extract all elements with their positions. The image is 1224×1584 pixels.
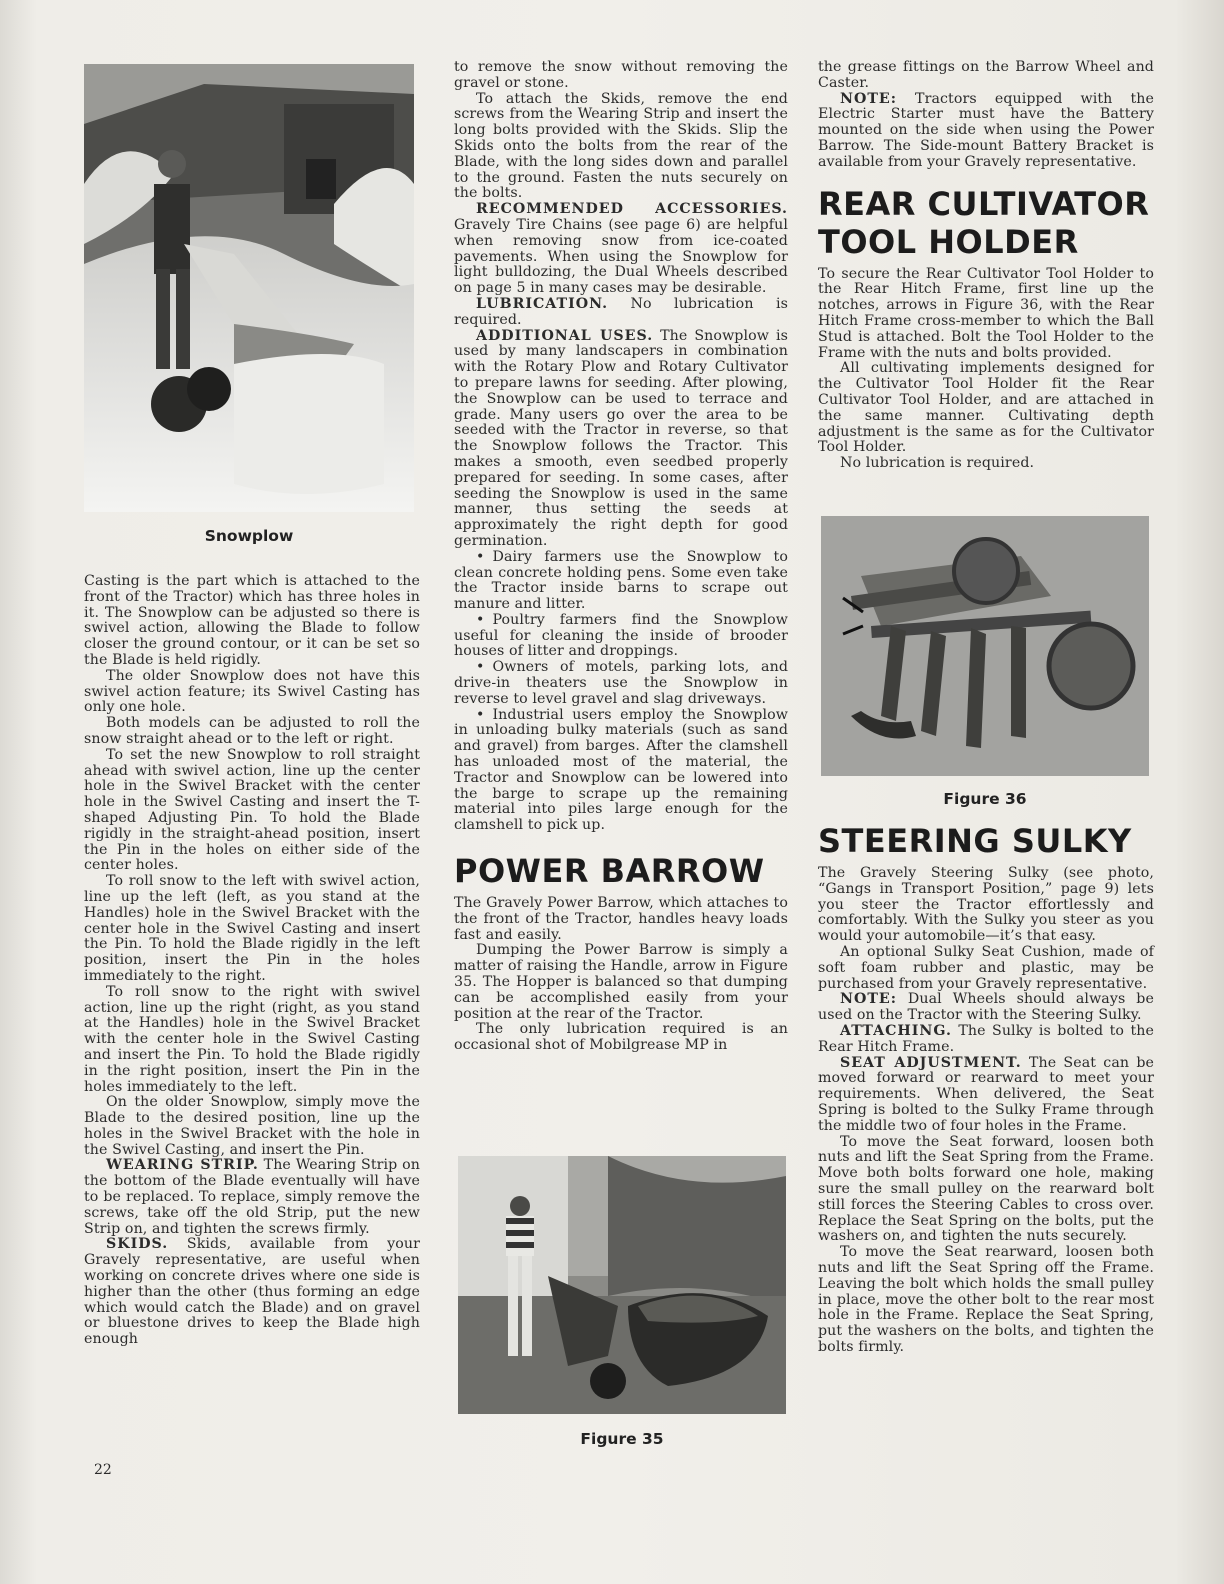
cultivator-image xyxy=(821,516,1149,776)
run-in-heading: ADDITIONAL USES. xyxy=(476,327,654,344)
bullet-item: • Dairy farmers use the Snowplow to clean concrete holding pens. Some even take the Tractor inside barns to scrape out manure and litter. xyxy=(454,550,788,613)
paragraph: To roll snow to the left with swivel action, line up the left (left, as you stand at the Handles) hole in the Swivel Bracket with the center hole in the Swivel Casting and insert the Pin. To hold the Blade rigidly in the left position, insert the Pin in the holes immediately to the right. xyxy=(84,873,420,984)
paragraph: Both models can be adjusted to roll the snow straight ahead or to the left or right. xyxy=(84,715,420,747)
paragraph: to remove the snow without removing the gravel or stone. xyxy=(454,59,788,91)
snowplow-image xyxy=(84,64,414,512)
paragraph: To move the Seat forward, loosen both nuts and lift the Seat Spring from the Frame. Move both bolts forward one hole, making sure the small pulley on the rearward bolt still forces the Steering Cables to cross over. Replace the Seat Spring on the bolts, put the washers on, and tighten the nuts securely. xyxy=(818,1133,1154,1245)
figure-35-caption: Figure 35 xyxy=(580,1430,664,1448)
power-barrow-image xyxy=(458,1156,786,1414)
paragraph: To move the Seat rearward, loosen both nuts and lift the Seat Spring off the Frame. Leaving the bolt which holds the small pulley in place, move the other bolt to the rear most hole in the Frame. Replace the Seat Spring, put the washers on the bolts, and tighten the bolts firmly. xyxy=(818,1244,1154,1355)
wearing-strip-paragraph xyxy=(84,1158,420,1237)
paragraph: The older Snowplow does not have this swivel action feature; its Swivel Casting has only one hole. xyxy=(84,667,420,716)
column-1-text xyxy=(84,574,420,1348)
paragraph-text: No lubrication is required. xyxy=(454,295,788,328)
paragraph: Dumping the Power Barrow is simply a matter of raising the Handle, arrow in Figure 35. The Hopper is balanced so that dumping can be accomplished easily from your position at the rear of the Tractor. xyxy=(454,942,788,1022)
figure-36-caption: Figure 36 xyxy=(943,790,1027,808)
bullet-item: • Industrial users employ the Snowplow in unloading bulky materials (such as sand and gravel) from barges. After the clamshell has unloaded most of the material, the Tractor and Snowplow can be lowered into the barge to scrape up the remaining material into piles large enough for the clamshell to pick up. xyxy=(454,708,788,834)
paragraph-text: The Wearing Strip on the bottom of the Blade eventually will have to be replaced. To replace, simply remove the screws, take off the old Strip, put the new Strip on, and tighten the screws firmly. xyxy=(84,1157,420,1237)
paragraph: To roll snow to the right with swivel action, line up the right (right, as you stand at the Handles) hole in the Swivel Bracket with the center hole in the Swivel Casting and insert the Pin. To hold the Blade rigidly in the right position, insert the Pin in the holes immediately to the left. xyxy=(84,983,420,1095)
run-in-heading: RECOMMENDED ACCESSORIES. xyxy=(476,201,788,218)
paragraph: The only lubrication required is an occasional shot of Mobilgrease MP in xyxy=(454,1021,788,1054)
note-paragraph xyxy=(818,992,1154,1024)
note-paragraph xyxy=(818,92,1154,171)
run-in-heading: SEAT ADJUSTMENT. xyxy=(840,1054,1022,1071)
paragraph-text: The Sulky is bolted to the Rear Hitch Frame. xyxy=(818,1022,1154,1055)
run-in-heading: NOTE: xyxy=(840,90,897,107)
bullet-item: • Poultry farmers find the Snowplow useful for cleaning the inside of brooder houses of litter and droppings. xyxy=(454,613,788,660)
paragraph-text: The Seat can be moved forward or rearward to meet your requirements. When delivered, the Seat Spring is bolted to the Sulky Frame through the middle two of four holes in the Frame. xyxy=(818,1054,1155,1134)
rear-cultivator-heading xyxy=(818,185,1154,261)
paragraph: The Gravely Power Barrow, which attaches to the front of the Tractor, handles heavy loads fast and easily. xyxy=(454,895,788,943)
cultivator-tool-holder-photo xyxy=(821,516,1149,776)
paragraph: An optional Sulky Seat Cushion, made of soft foam rubber and plastic, may be purchased from your Gravely representative. xyxy=(818,943,1154,992)
run-in-heading: ATTACHING. xyxy=(840,1022,952,1039)
snowplow-caption: Snowplow xyxy=(204,527,294,545)
heading-line: TOOL HOLDER xyxy=(818,222,1079,261)
paragraph: The Gravely Steering Sulky (see photo, “Gangs in Transport Position,” page 9) lets you steer the Tractor effortlessly and comfortably. With the Sulky you steer as you would your automobile—it’s that easy. xyxy=(818,865,1154,945)
power-barrow-photo xyxy=(458,1156,786,1414)
paragraph-text: Dual Wheels should always be used on the Tractor with the Steering Sulky. xyxy=(818,991,1154,1024)
column-3-text xyxy=(818,60,1154,472)
paragraph-text: Tractors equipped with the Electric Starter must have the Battery mounted on the side when using the Power Barrow. The Side-mount Battery Bracket is available from your Gravely representative. xyxy=(818,90,1154,170)
paragraph: the grease fittings on the Barrow Wheel and Caster. xyxy=(818,59,1154,91)
steering-sulky-section xyxy=(818,822,1154,1356)
steering-sulky-heading: STEERING SULKY xyxy=(818,822,1132,860)
power-barrow-heading: POWER BARROW xyxy=(454,852,765,891)
paragraph: All cultivating implements designed for the Cultivator Tool Holder fit the Rear Cultivator Tool Holder, and are attached in the same manner. Cultivating depth adjustment is the same as for the Cultivator Tool Holder. xyxy=(818,360,1154,456)
heading-line: REAR CULTIVATOR xyxy=(818,184,1150,223)
recommended-accessories-paragraph xyxy=(454,202,788,297)
lubrication-paragraph xyxy=(454,297,788,329)
bullet-item: • Owners of motels, parking lots, and drive-in theaters use the Snowplow in reverse to level gravel and slag driveways. xyxy=(454,660,788,707)
snowplow-photo xyxy=(84,64,414,512)
paragraph: On the older Snowplow, simply move the Blade to the desired position, line up the holes in the Swivel Bracket with the hole in the Swivel Casting, and insert the Pin. xyxy=(84,1094,420,1158)
paragraph-text: The Snowplow is used by many landscapers in combination with the Rotary Plow and Rotary Cultivator to prepare lawns for seeding. After plowing, the Snowplow can be used to terrace and grade. Many users go over the area to be seeded with the Tractor in reverse, so that the Snowplow follows the Tractor. This makes a smooth, even seedbed properly prepared for seeding. In some cases, after seeding the Snowplow is used in the same manner, thus setting the seeds at approximately the right depth for good germination. xyxy=(454,327,788,549)
paragraph: To set the new Snowplow to roll straight ahead with swivel action, line up the center hole in the Swivel Bracket with the center hole in the Swivel Casting and insert the T-shaped Adjusting Pin. To hold the Blade rigidly in the straight-ahead position, insert the Pin in the holes on either side of the center holes. xyxy=(84,746,420,874)
paragraph-text: Skids, available from your Gravely representative, are useful when working on concrete drives where one side is higher than the other (thus forming an edge which would catch the Blade) and on gravel or bluestone drives to keep the Blade high enough xyxy=(84,1236,420,1348)
skids-paragraph xyxy=(84,1237,420,1348)
additional-uses-paragraph xyxy=(454,329,788,550)
run-in-heading: SKIDS. xyxy=(106,1236,169,1253)
paragraph: Casting is the part which is attached to the front of the Tractor) which has three holes in it. The Snowplow can be adjusted so there is swivel action, allowing the Blade to follow closer the ground contour, or it can be set so the Blade is held rigidly. xyxy=(84,573,420,668)
seat-adjustment-paragraph xyxy=(818,1056,1154,1135)
paragraph: No lubrication is required. xyxy=(840,455,1035,472)
paragraph-text: Gravely Tire Chains (see page 6) are helpful when removing snow from ice-coated pavements. When using the Snowplow for light bulldozing, the Dual Wheels described on page 5 in many cases may be desirable. xyxy=(454,216,788,297)
column-2-text xyxy=(454,60,788,1054)
page-number: 22 xyxy=(94,1462,112,1478)
run-in-heading: WEARING STRIP. xyxy=(106,1157,259,1174)
paragraph: To secure the Rear Cultivator Tool Holder to the Rear Hitch Frame, first line up the notches, arrows in Figure 36, with the Rear Hitch Frame cross-member to which the Ball Stud is attached. Bolt the Tool Holder to the Frame with the nuts and bolts provided. xyxy=(818,265,1154,361)
paragraph: To attach the Skids, remove the end screws from the Wearing Strip and insert the long bolts provided with the Skids. Slip the Skids onto the bolts from the rear of the Blade, with the long sides down and parallel to the ground. Fasten the nuts securely on the bolts. xyxy=(454,90,788,202)
attaching-paragraph xyxy=(818,1024,1154,1056)
run-in-heading: NOTE: xyxy=(840,991,897,1008)
run-in-heading: LUBRICATION. xyxy=(476,295,609,312)
